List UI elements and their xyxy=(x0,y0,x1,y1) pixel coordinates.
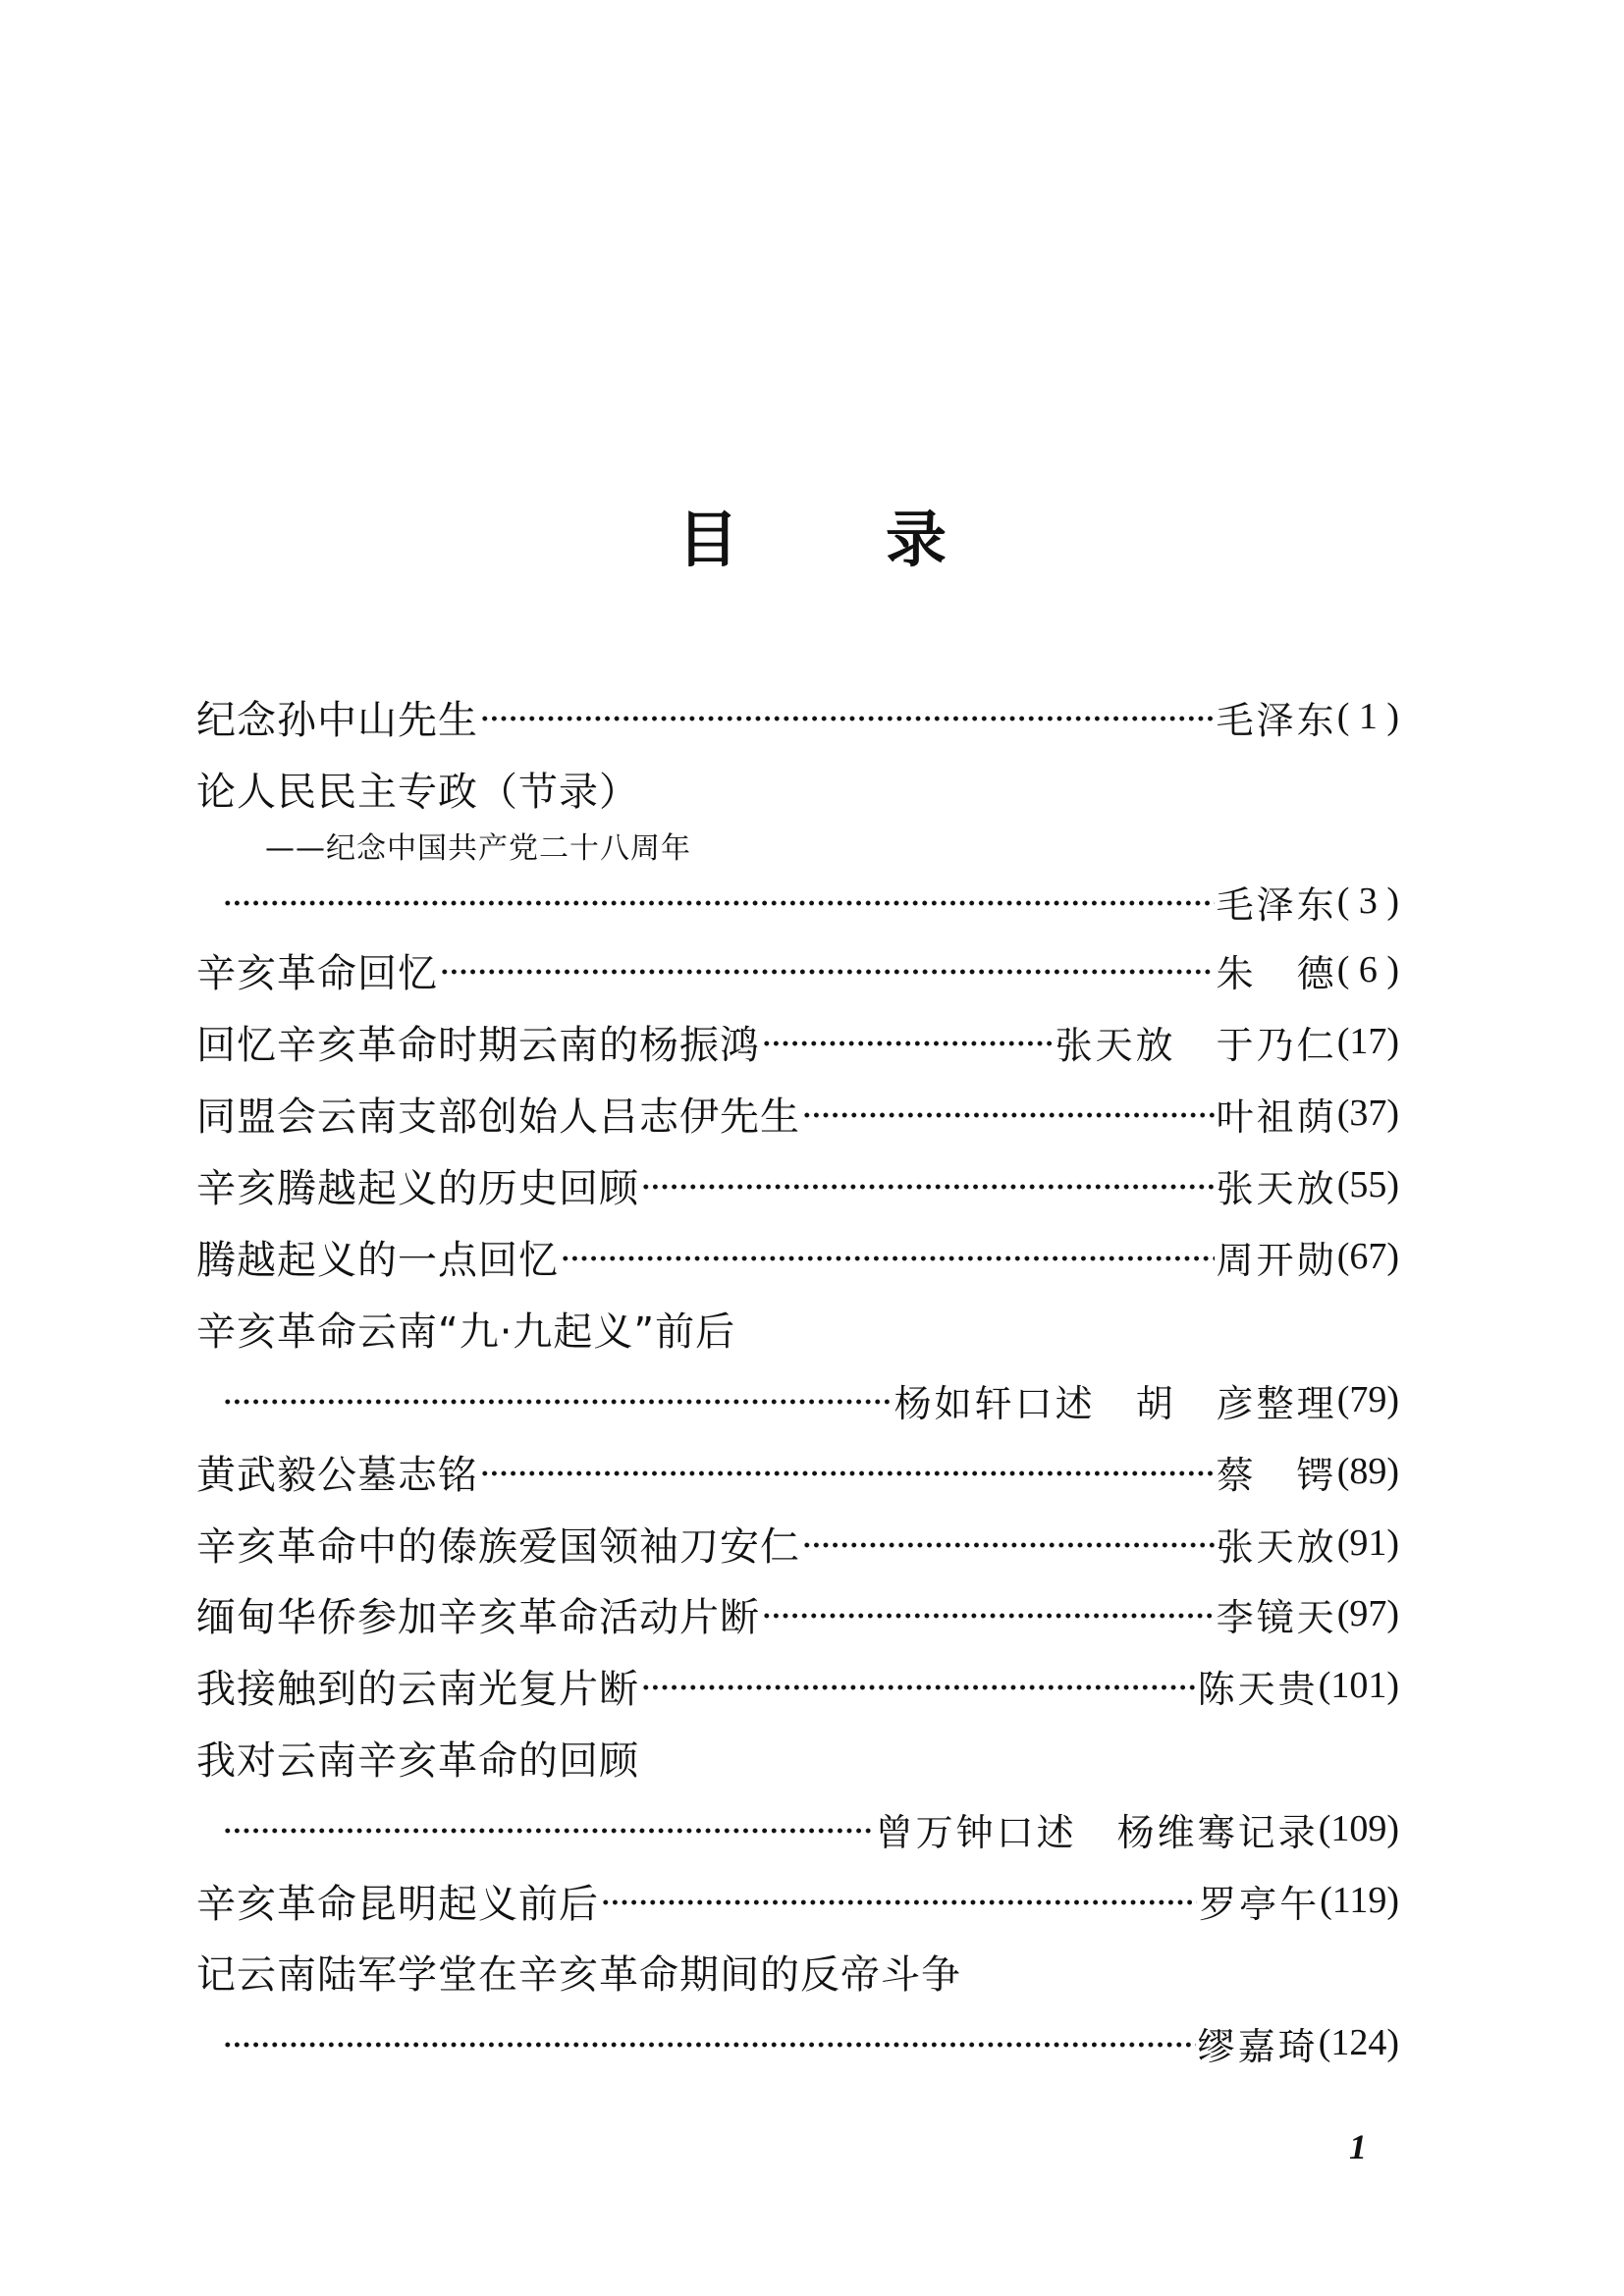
entry-author: 曾万钟口述 杨维骞记录 xyxy=(875,1810,1319,1854)
entry-title: 回忆辛亥革命时期云南的杨振鸿 xyxy=(196,1022,760,1068)
dot-leader xyxy=(802,1108,1215,1122)
entry-page: (124) xyxy=(1318,2022,1399,2063)
entry-author: 罗亭午 xyxy=(1199,1882,1321,1926)
entry-subtitle: ——纪念中国共产党二十八周年 xyxy=(265,831,691,866)
entry-author: 毛泽东 xyxy=(1216,882,1337,927)
entry-page: (37) xyxy=(1336,1093,1399,1134)
dot-leader xyxy=(480,1467,1215,1480)
entry-title: 辛亥革命昆明起义前后 xyxy=(196,1881,599,1927)
toc-entry[interactable] xyxy=(196,1876,1399,1925)
entry-page: (79) xyxy=(1336,1379,1399,1420)
entry-title: 论人民民主专政（节录） xyxy=(196,769,639,815)
entry-author: 毛泽东 xyxy=(1216,698,1337,742)
toc-entry-subtitle xyxy=(265,821,1468,870)
toc-entry[interactable] xyxy=(196,1304,1399,1353)
entry-title: 辛亥腾越起义的历史回顾 xyxy=(196,1165,639,1211)
entry-title: 辛亥革命回忆 xyxy=(196,950,438,996)
entry-page: ( 6 ) xyxy=(1336,949,1399,990)
entry-page: (67) xyxy=(1336,1236,1399,1277)
title-char-2: 录 xyxy=(886,504,947,575)
entry-page: (97) xyxy=(1336,1593,1399,1634)
entry-page: (119) xyxy=(1320,1880,1399,1921)
toc-entry-continuation[interactable] xyxy=(221,1804,1399,1853)
dot-leader xyxy=(641,1681,1196,1694)
toc-entry-continuation[interactable] xyxy=(221,877,1399,926)
entry-title: 我对云南辛亥革命的回顾 xyxy=(196,1737,639,1784)
entry-page: (17) xyxy=(1336,1021,1399,1062)
entry-author: 叶祖荫 xyxy=(1216,1095,1337,1139)
entry-author: 张天放 xyxy=(1216,1166,1337,1210)
entry-author: 李镜天 xyxy=(1216,1595,1337,1639)
toc-entry[interactable] xyxy=(196,1232,1399,1281)
toc-entry[interactable] xyxy=(196,945,1399,994)
toc-entry[interactable] xyxy=(196,1017,1399,1066)
dot-leader xyxy=(440,965,1215,979)
entry-title: 腾越起义的一点回忆 xyxy=(196,1237,559,1283)
entry-author: 朱 德 xyxy=(1216,951,1337,995)
title-char-1: 目 xyxy=(677,504,738,575)
dot-leader xyxy=(641,1180,1215,1194)
entry-author: 杨如轩口述 胡 彦整理 xyxy=(893,1381,1337,1425)
toc-entry[interactable] xyxy=(196,1089,1399,1138)
entry-author: 张天放 xyxy=(1216,1524,1337,1569)
toc-entry[interactable] xyxy=(196,692,1399,741)
entry-author: 周开勋 xyxy=(1216,1238,1337,1282)
entry-title: 缅甸华侨参加辛亥革命活动片断 xyxy=(196,1594,760,1640)
entry-author: 陈天贵 xyxy=(1197,1667,1319,1711)
entry-author: 缪嘉琦 xyxy=(1197,2024,1319,2068)
dot-leader xyxy=(561,1252,1215,1265)
entry-page: (55) xyxy=(1336,1164,1399,1205)
toc-entry[interactable] xyxy=(196,764,1399,813)
toc-entry[interactable] xyxy=(196,1447,1399,1496)
entry-author: 张天放 于乃仁 xyxy=(1055,1023,1337,1067)
entry-title: 记云南陆军学堂在辛亥革命期间的反帝斗争 xyxy=(196,1951,961,1998)
dot-leader xyxy=(223,2038,1196,2052)
entry-page: (91) xyxy=(1336,1522,1399,1564)
dot-leader xyxy=(223,896,1215,910)
toc-entry-continuation[interactable] xyxy=(221,1375,1399,1424)
entry-title: 辛亥革命中的傣族爱国领袖刀安仁 xyxy=(196,1523,800,1570)
entry-page: ( 1 ) xyxy=(1336,696,1399,737)
entry-page: ( 3 ) xyxy=(1336,881,1399,922)
dot-leader xyxy=(223,1824,874,1838)
entry-author: 蔡 锷 xyxy=(1216,1453,1337,1497)
entry-title: 黄武毅公墓志铭 xyxy=(196,1452,478,1498)
entry-title: 我接触到的云南光复片断 xyxy=(196,1666,639,1712)
page-title xyxy=(0,491,1624,578)
dot-leader xyxy=(480,712,1215,725)
toc-entry[interactable] xyxy=(196,1733,1399,1782)
dot-leader xyxy=(223,1395,893,1409)
dot-leader xyxy=(762,1037,1054,1050)
dot-leader xyxy=(601,1896,1197,1909)
toc-entry[interactable] xyxy=(196,1519,1399,1568)
entry-page: (101) xyxy=(1318,1665,1399,1706)
entry-page: (89) xyxy=(1336,1451,1399,1492)
dot-leader xyxy=(762,1609,1215,1623)
toc-entry[interactable] xyxy=(196,1589,1399,1638)
toc-entry[interactable] xyxy=(196,1947,1399,1996)
dot-leader xyxy=(802,1538,1215,1552)
entry-title: 辛亥革命云南“九·九起义”前后 xyxy=(196,1308,736,1355)
entry-page: (109) xyxy=(1318,1808,1399,1849)
toc-entry[interactable] xyxy=(196,1661,1399,1710)
entry-title: 同盟会云南支部创始人吕志伊先生 xyxy=(196,1094,800,1140)
toc-entry-continuation[interactable] xyxy=(221,2018,1399,2067)
entry-title: 纪念孙中山先生 xyxy=(196,697,478,743)
toc-entry[interactable] xyxy=(196,1160,1399,1209)
page-number: 1 xyxy=(1349,2127,1367,2166)
